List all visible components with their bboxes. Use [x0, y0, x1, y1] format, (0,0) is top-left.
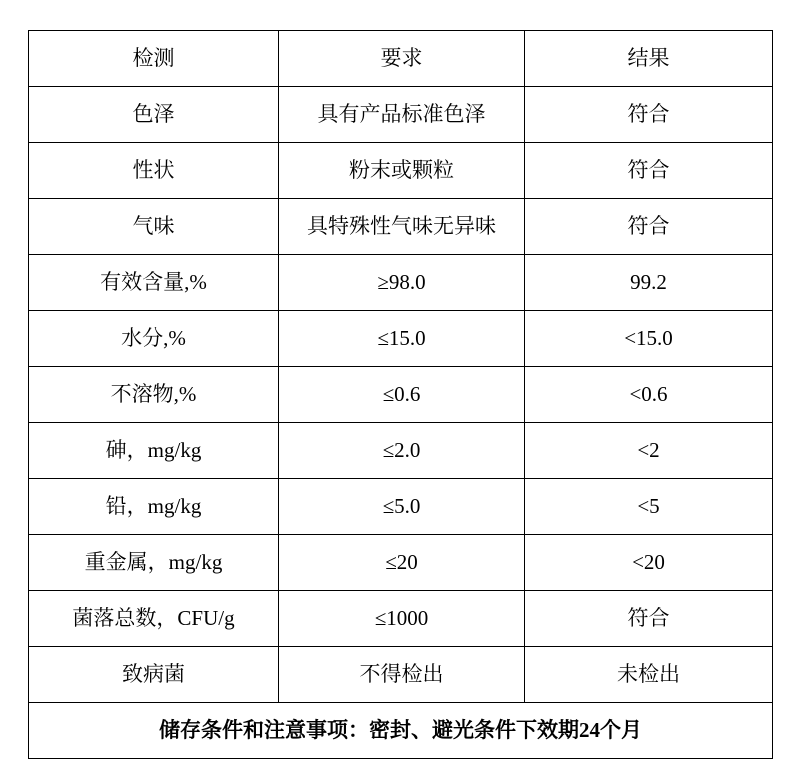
- storage-note: 储存条件和注意事项：密封、避光条件下效期24个月: [29, 703, 773, 759]
- cell-item: 气味: [29, 199, 279, 255]
- table-header-row: [29, 31, 773, 87]
- table-row: [29, 199, 773, 255]
- cell-item: 菌落总数，CFU/g: [29, 591, 279, 647]
- table-row: [29, 535, 773, 591]
- cell-result: <20: [525, 535, 773, 591]
- cell-result: 符合: [525, 87, 773, 143]
- cell-result: <15.0: [525, 311, 773, 367]
- cell-item: 重金属，mg/kg: [29, 535, 279, 591]
- cell-result: 符合: [525, 591, 773, 647]
- cell-result: 符合: [525, 143, 773, 199]
- table-row: [29, 423, 773, 479]
- table-row: [29, 367, 773, 423]
- cell-item: 水分,%: [29, 311, 279, 367]
- cell-requirement: 不得检出: [279, 647, 525, 703]
- cell-item: 致病菌: [29, 647, 279, 703]
- column-header-result: 结果: [525, 31, 773, 87]
- cell-item: 铅，mg/kg: [29, 479, 279, 535]
- table-row: [29, 479, 773, 535]
- cell-result: 99.2: [525, 255, 773, 311]
- cell-requirement: ≤2.0: [279, 423, 525, 479]
- cell-item: 性状: [29, 143, 279, 199]
- cell-result: <5: [525, 479, 773, 535]
- column-header-item: 检测: [29, 31, 279, 87]
- table-row: [29, 87, 773, 143]
- cell-requirement: ≤20: [279, 535, 525, 591]
- cell-result: <0.6: [525, 367, 773, 423]
- table-row: [29, 591, 773, 647]
- cell-result: 符合: [525, 199, 773, 255]
- cell-item: 色泽: [29, 87, 279, 143]
- cell-requirement: ≤5.0: [279, 479, 525, 535]
- table-row: [29, 647, 773, 703]
- specification-table: [28, 30, 773, 759]
- cell-requirement: ≥98.0: [279, 255, 525, 311]
- table-row: [29, 255, 773, 311]
- cell-requirement: 具有产品标准色泽: [279, 87, 525, 143]
- table-row: [29, 143, 773, 199]
- table-row: [29, 311, 773, 367]
- cell-item: 有效含量,%: [29, 255, 279, 311]
- cell-item: 砷，mg/kg: [29, 423, 279, 479]
- cell-item: 不溶物,%: [29, 367, 279, 423]
- cell-requirement: 粉末或颗粒: [279, 143, 525, 199]
- spec-table-container: [28, 30, 772, 759]
- table-note-row: [29, 703, 773, 759]
- cell-result: <2: [525, 423, 773, 479]
- cell-requirement: ≤15.0: [279, 311, 525, 367]
- cell-requirement: 具特殊性气味无异味: [279, 199, 525, 255]
- cell-result: 未检出: [525, 647, 773, 703]
- column-header-requirement: 要求: [279, 31, 525, 87]
- cell-requirement: ≤0.6: [279, 367, 525, 423]
- cell-requirement: ≤1000: [279, 591, 525, 647]
